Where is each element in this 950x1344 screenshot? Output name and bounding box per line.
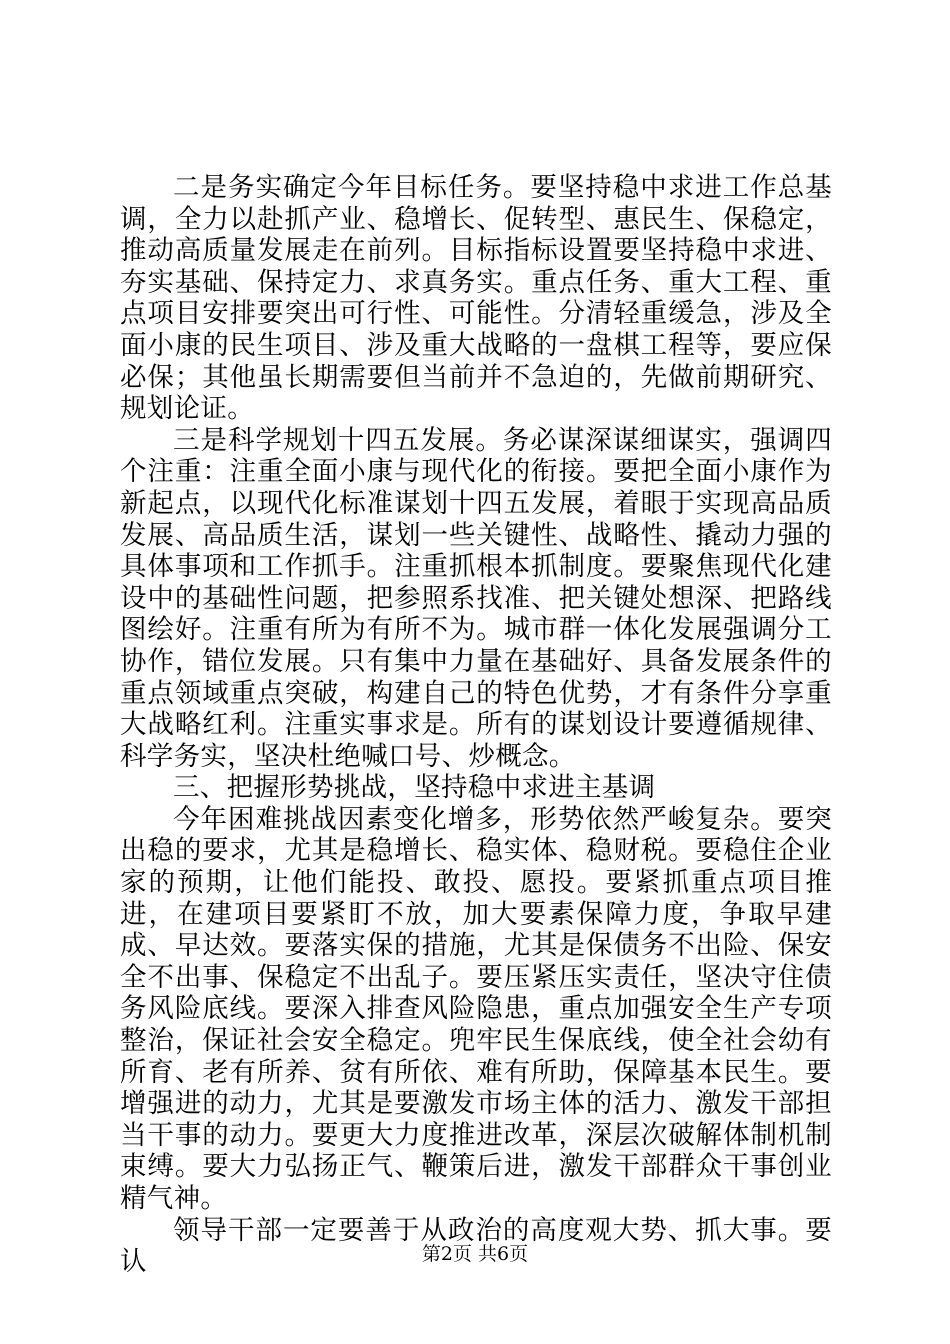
- paragraph-leadership: 领导干部一定要善于从政治的高度观大势、抓大事。要认: [120, 1214, 832, 1278]
- paragraph-situation: 今年困难挑战因素变化增多，形势依然严峻复杂。要突出稳的要求，尤其是稳增长、稳实体、稳财税。要稳住企业家的预期，让他们能投、敢投、愿投。要紧抓重点项目推进，在建项目要紧盯不放，加大要素保障力度，争取早建成、早达效。要落实保的措施，尤其是保债务不出险、保安全不出事、保稳定不出乱子。要压紧压实责任，坚决守住债务风险底线。要深入排查风险隐患，重点加强安全生产专项整治，保证社会安全稳定。兜牢民生保底线，使全社会幼有所育、老有所养、贫有所依、难有所助，保障基本民生。要增强进的动力，尤其是要激发市场主体的活力、激发干部担当干事的动力。要更大力度推进改革，深层次破解体制机制束缚。要大力弘扬正气、鞭策后进，激发干部群众干事创业精气神。: [120, 803, 832, 1214]
- page-number-footer: 第2页 共6页: [421, 1243, 529, 1265]
- paragraph-task-goals: 二是务实确定今年目标任务。要坚持稳中求进工作总基调，全力以赴抓产业、稳增长、促转型、惠民生、保稳定，推动高质量发展走在前列。目标指标设置要坚持稳中求进、夯实基础、保持定力、求真务实。重点任务、重大工程、重点项目安排要突出可行性、可能性。分清轻重缓急，涉及全面小康的民生项目、涉及重大战略的一盘棋工程等，要应保必保；其他虽长期需要但当前并不急迫的，先做前期研究、规划论证。: [120, 172, 832, 425]
- document-body: [120, 172, 832, 1278]
- section-heading: 三、把握形势挑战，坚持稳中求进主基调: [173, 772, 656, 804]
- paragraph-planning: 三是科学规划十四五发展。务必谋深谋细谋实，强调四个注重：注重全面小康与现代化的衔接。要把全面小康作为新起点，以现代化标准谋划十四五发展，着眼于实现高品质发展、高品质生活，谋划一些关键性、战略性、撬动力强的具体事项和工作抓手。注重抓根本抓制度。要聚焦现代化建设中的基础性问题，把参照系找准、把关键处想深、把路线图绘好。注重有所为有所不为。城市群一体化发展强调分工协作，错位发展。只有集中力量在基础好、具备发展条件的重点领域重点突破，构建自己的特色优势，才有条件分享重大战略红利。注重实事求是。所有的谋划设计要遵循规律、科学务实，坚决杜绝喊口号、炒概念。: [120, 424, 832, 772]
